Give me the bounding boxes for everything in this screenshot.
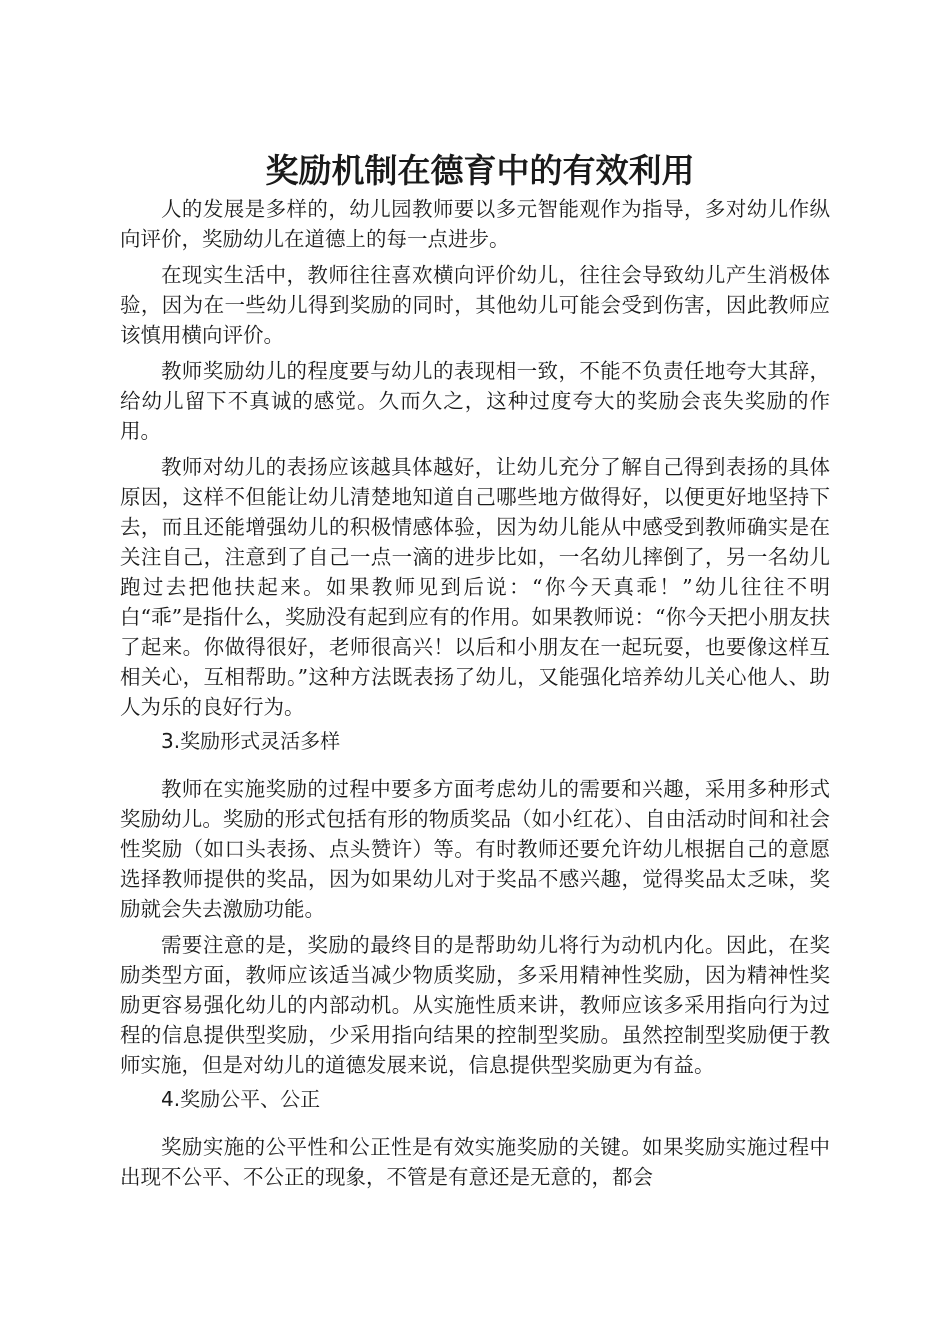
paragraph-multiple-intelligences: 人的发展是多样的，幼儿园教师要以多元智能观作为指导，多对幼儿作纵向评价，奖励幼儿在道德上的每一点进步。 <box>120 197 830 251</box>
paragraph-internalization: 需要注意的是，奖励的最终目的是帮助幼儿将行为动机内化。因此，在奖励类型方面，教师应该适当减少物质奖励，多采用精神性奖励，因为精神性奖励更容易强化幼儿的内部动机。从实施性质来讲，教师应该多采用指向行为过程的信息提供型奖励，少采用指向结果的控制型奖励。虽然控制型奖励便于教师实施，但是对幼儿的道德发展来说，信息提供型奖励更为有益。 <box>120 933 830 1077</box>
paragraph-specific-praise: 教师对幼儿的表扬应该越具体越好，让幼儿充分了解自己得到表扬的具体原因，这样不但能让幼儿清楚地知道自己哪些地方做得好，以便更好地坚持下去，而且还能增强幼儿的积极情感体验，因为幼儿能从中感受到教师确实是在关注自己，注意到了自己一点一滴的进步比如，一名幼儿摔倒了，另一名幼儿跑过去把他扶起来。如果教师见到后说：“你今天真乖！”幼儿往往不明白“乖”是指什么，奖励没有起到应有的作用。如果教师说：“你今天把小朋友扶了起来。你做得很好，老师很高兴！以后和小朋友在一起玩耍，也要像这样互相关心，互相帮助。”这种方法既表扬了幼儿，又能强化培养幼儿关心他人、助人为乐的良好行为。 <box>120 455 830 719</box>
paragraph-reward-forms: 教师在实施奖励的过程中要多方面考虑幼儿的需要和兴趣，采用多种形式奖励幼儿。奖励的形式包括有形的物质奖品（如小红花）、自由活动时间和社会性奖励（如口头表扬、点头赞许）等。有时教师还要允许幼儿根据自己的意愿选择教师提供的奖品，因为如果幼儿对于奖品不感兴趣，觉得奖品太乏味，奖励就会失去激励功能。 <box>120 777 830 921</box>
section-heading-fairness: 4.奖励公平、公正 <box>161 1087 321 1111</box>
paragraph-reward-degree: 教师奖励幼儿的程度要与幼儿的表现相一致，不能不负责任地夸大其辞，给幼儿留下不真诚的感觉。久而久之，这种过度夸大的奖励会丧失奖励的作用。 <box>120 359 830 443</box>
section-heading-flexible-forms: 3.奖励形式灵活多样 <box>161 729 341 753</box>
paragraph-fairness: 奖励实施的公平性和公正性是有效实施奖励的关键。如果奖励实施过程中出现不公平、不公正的现象，不管是有意还是无意的，都会 <box>120 1135 830 1189</box>
document-page <box>120 148 830 1192</box>
document-title: 奖励机制在德育中的有效利用 <box>265 151 695 190</box>
paragraph-horizontal-evaluation: 在现实生活中，教师往往喜欢横向评价幼儿，往往会导致幼儿产生消极体验，因为在一些幼儿得到奖励的同时，其他幼儿可能会受到伤害，因此教师应该慎用横向评价。 <box>120 263 830 347</box>
